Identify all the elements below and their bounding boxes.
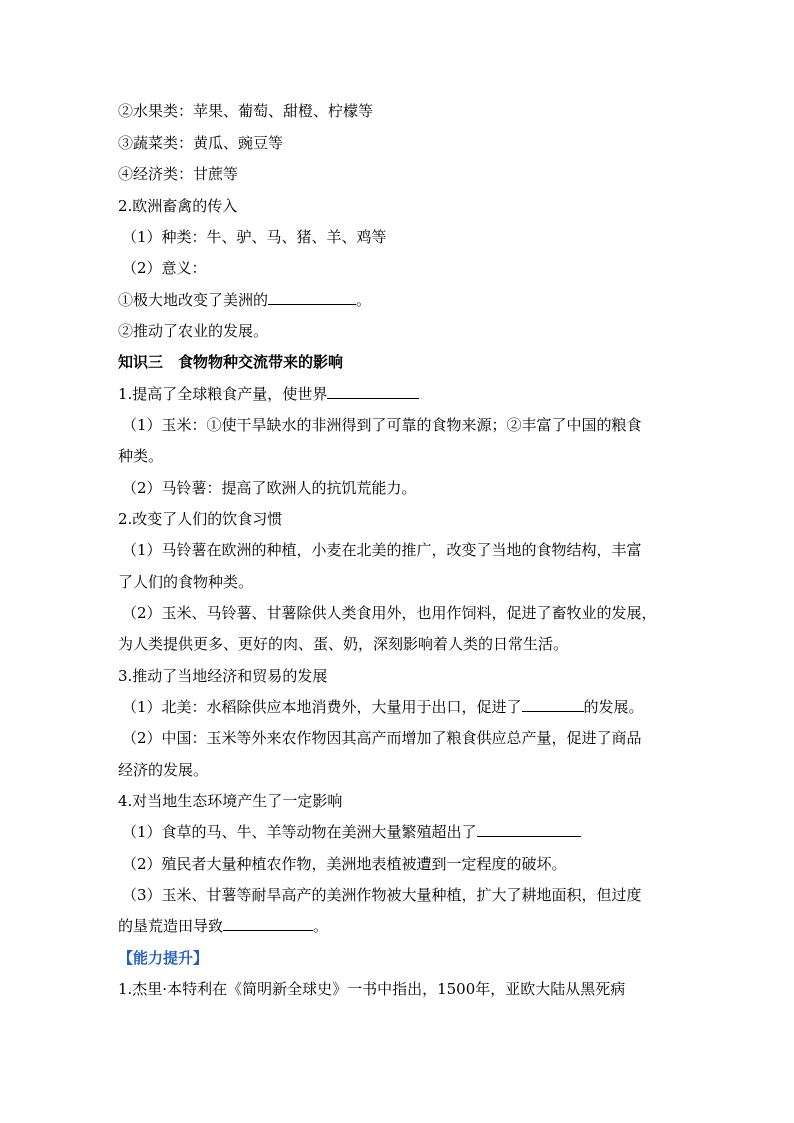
text-segment: 。 bbox=[356, 291, 372, 309]
fill-in-line bbox=[118, 916, 678, 936]
fill-in-line bbox=[118, 384, 678, 404]
section-heading: 2.改变了人们的饮食习惯 bbox=[118, 510, 283, 528]
text-line: （2）意义： bbox=[122, 259, 207, 277]
text-segment: （1）北美：水稻除供应本地消费外，大量用于出口，促进了 bbox=[122, 698, 522, 716]
text-line: 种类。 bbox=[118, 447, 164, 465]
text-line: ③蔬菜类：黄瓜、豌豆等 bbox=[118, 134, 284, 152]
section-heading: 3.推动了当地经济和贸易的发展 bbox=[118, 667, 328, 685]
text-line: （1）玉米：①使干旱缺水的非洲得到了可靠的食物来源；②丰富了中国的粮食 bbox=[122, 416, 642, 434]
text-line: 了人们的食物种类。 bbox=[118, 573, 254, 591]
fill-in-line bbox=[122, 697, 682, 717]
text-line: （2）中国：玉米等外来农作物因其高产而增加了粮食供应总产量，促进了商品 bbox=[122, 729, 642, 747]
ability-heading: 【能力提升】 bbox=[118, 949, 209, 967]
fill-in-line bbox=[122, 822, 682, 842]
answer-blank[interactable] bbox=[327, 384, 419, 399]
section-heading: 2.欧洲畜禽的传入 bbox=[118, 197, 238, 215]
answer-blank[interactable] bbox=[477, 822, 581, 837]
text-segment: 的垦荒造田导致 bbox=[118, 917, 224, 935]
text-line: ④经济类：甘蔗等 bbox=[118, 165, 239, 183]
text-segment: 。 bbox=[313, 917, 329, 935]
fill-in-line bbox=[118, 290, 678, 310]
text-segment: 1.提高了全球粮食产量，使世界 bbox=[118, 385, 328, 403]
text-line: 1.杰里·本特利在《简明新全球史》一书中指出，1500年，亚欧大陆从黑死病 bbox=[118, 980, 626, 998]
answer-blank[interactable] bbox=[223, 916, 313, 931]
answer-blank[interactable] bbox=[268, 290, 356, 305]
text-line: （2）殖民者大量种植农作物，美洲地表植被遭到一定程度的破坏。 bbox=[122, 855, 567, 873]
text-line: （1）种类：牛、驴、马、猪、羊、鸡等 bbox=[122, 228, 387, 246]
text-segment: ①极大地改变了美洲的 bbox=[118, 291, 269, 309]
text-segment: （1）食草的马、牛、羊等动物在美洲大量繁殖超出了 bbox=[122, 823, 477, 841]
text-line: ②水果类：苹果、葡萄、甜橙、柠檬等 bbox=[118, 102, 374, 120]
knowledge-heading: 知识三 食物物种交流带来的影响 bbox=[118, 353, 344, 371]
text-line: ②推动了农业的发展。 bbox=[118, 322, 269, 340]
answer-blank[interactable] bbox=[522, 697, 584, 712]
text-segment: 的发展。 bbox=[583, 698, 644, 716]
text-line: （2）马铃薯：提高了欧洲人的抗饥荒能力。 bbox=[122, 479, 417, 497]
text-line: 经济的发展。 bbox=[118, 761, 209, 779]
text-line: （2）玉米、马铃薯、甘薯除供人类食用外，也用作饲料，促进了畜牧业的发展， bbox=[122, 604, 657, 622]
section-heading: 4.对当地生态环境产生了一定影响 bbox=[118, 792, 343, 810]
text-line: （1）马铃薯在欧洲的种植，小麦在北美的推广，改变了当地的食物结构，丰富 bbox=[122, 541, 642, 559]
text-line: （3）玉米、甘薯等耐旱高产的美洲作物被大量种植，扩大了耕地面积，但过度 bbox=[122, 886, 642, 904]
text-line: 为人类提供更多、更好的肉、蛋、奶，深刻影响着人类的日常生活。 bbox=[118, 635, 569, 653]
